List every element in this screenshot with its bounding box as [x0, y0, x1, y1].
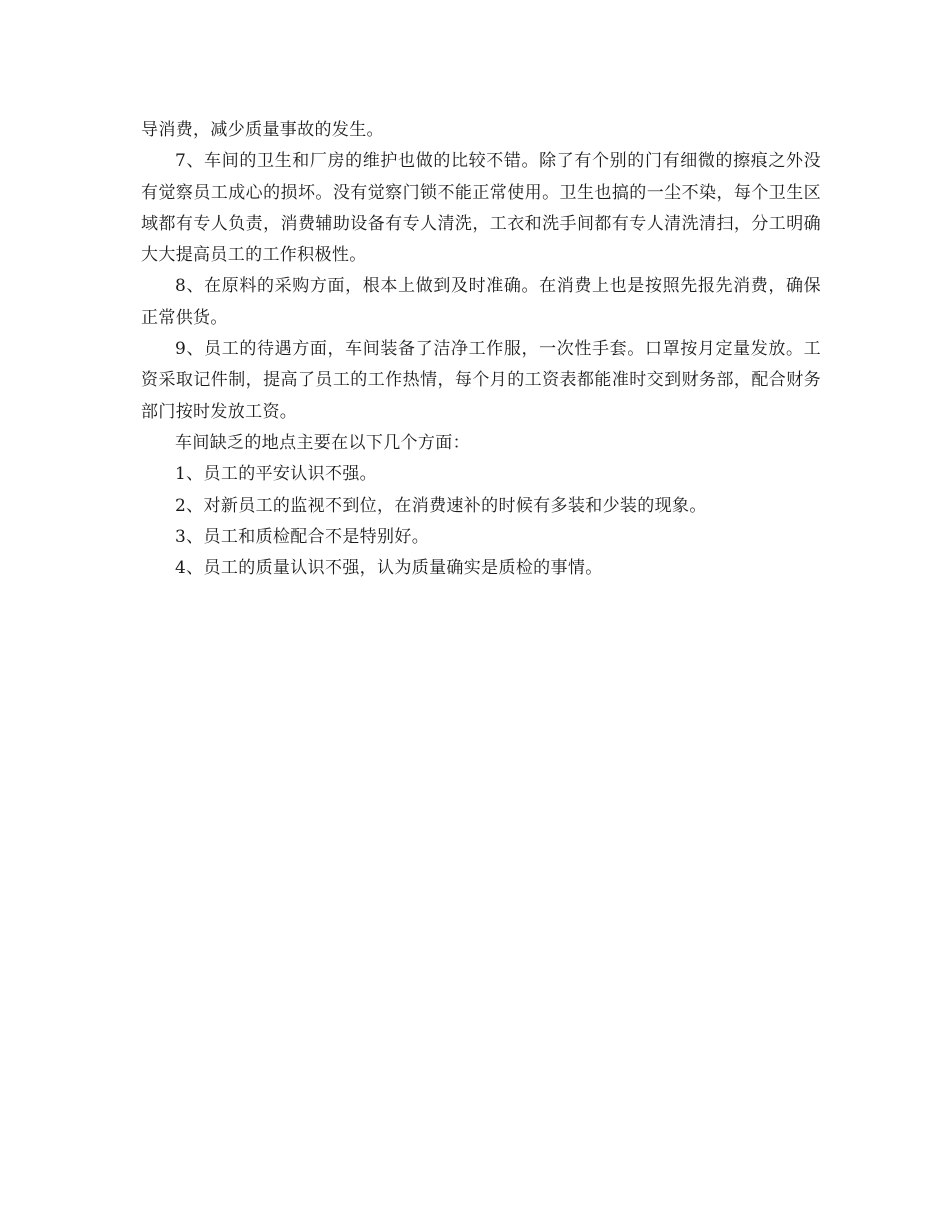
paragraph-item-7: 7、车间的卫生和厂房的维护也做的比较不错。除了有个别的门有细微的擦痕之外没有觉察员工成心的损坏。没有觉察门锁不能正常使用。卫生也搞的一尘不染，每个卫生区域都有专人负责，消费辅助设备有专人清洗，工衣和洗手间都有专人清洗清扫，分工明确大大提高员工的工作积极性。: [141, 151, 821, 266]
list-item-shortcoming-3: 3、员工和质检配合不是特别好。: [175, 526, 430, 547]
paragraph-item-8: 8、在原料的采购方面，根本上做到及时准确。在消费上也是按照先报先消费，确保正常供货。: [141, 276, 821, 328]
paragraph-item-9: 9、员工的待遇方面，车间装备了洁净工作服，一次性手套。口罩按月定量发放。工资采取记件制，提高了员工的工作热情，每个月的工资表都能准时交到财务部，配合财务部门按时发放工资。: [141, 339, 821, 422]
paragraph-continuation: 导消费，减少质量事故的发生。: [141, 120, 384, 140]
list-item-shortcoming-1: 1、员工的平安认识不强。: [175, 464, 378, 485]
list-item-shortcoming-2: 2、对新员工的监视不到位，在消费速补的时候有多装和少装的现象。: [175, 495, 707, 516]
document-body: [141, 115, 821, 584]
paragraph-shortcomings-intro: 车间缺乏的地点主要在以下几个方面：: [175, 432, 470, 453]
list-item-shortcoming-4: 4、员工的质量认识不强，认为质量确实是质检的事情。: [175, 558, 603, 579]
